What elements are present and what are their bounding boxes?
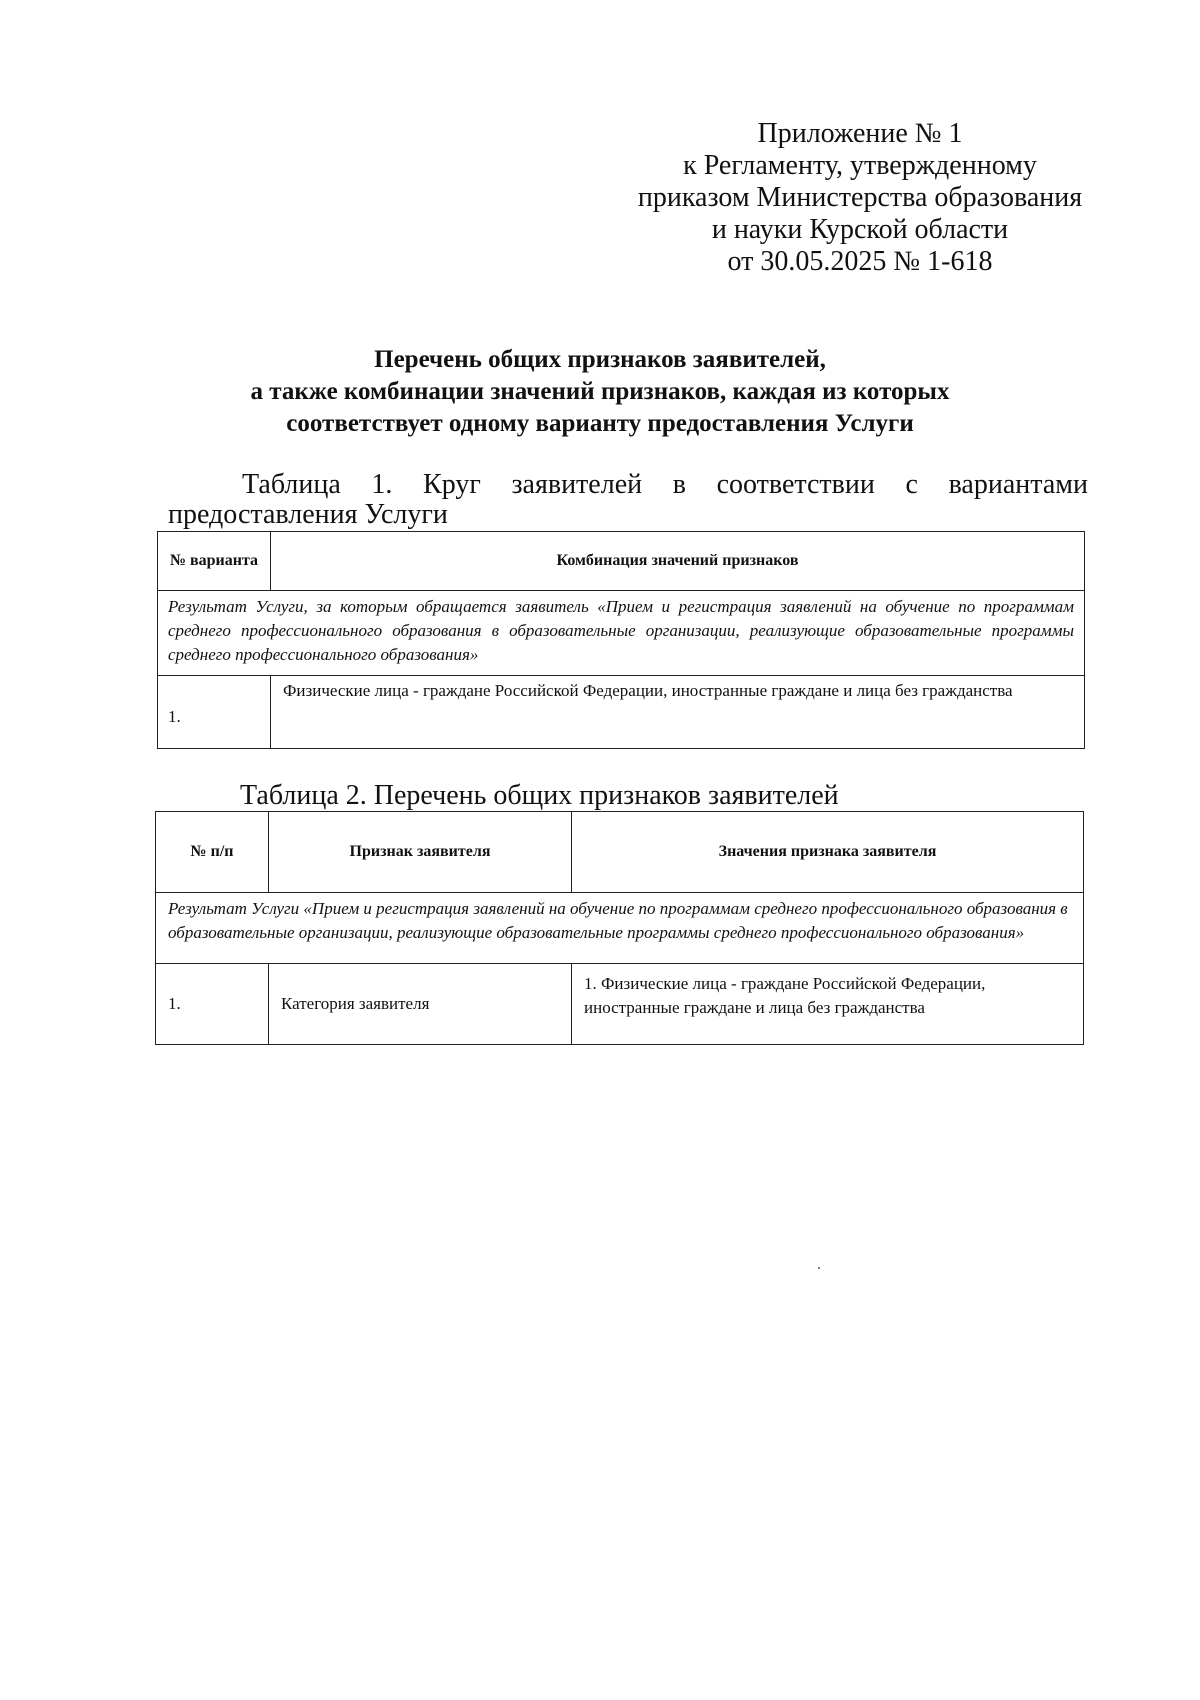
table-header-row — [156, 812, 1084, 893]
row-value: Физические лица - граждане Российской Федерации, иностранные граждане и лица без гражданства — [271, 676, 1085, 749]
table1-caption-line1 — [168, 470, 1088, 500]
appendix-line: от 30.05.2025 № 1-618 — [727, 246, 993, 277]
caption-word: Таблица — [242, 469, 341, 500]
appendix-line: приказом Министерства образования — [637, 182, 1083, 213]
service-result-cell: Результат Услуги «Прием и регистрация заявлений на обучение по программам среднего профессионального образования в образовательные организации, реализующие образовательные программы среднего профессионального образования» — [156, 893, 1084, 964]
scan-speck — [818, 1267, 820, 1269]
row-number: 1. — [156, 964, 269, 1045]
service-result-cell: Результат Услуги, за которым обращается заявитель «Прием и регистрация заявлений на обучение по программам среднего профессионального образования в образовательные организации, реализующие образовательные программы среднего профессионального образования» — [158, 591, 1085, 676]
header-number: № п/п — [156, 812, 269, 893]
header-combination: Комбинация значений признаков — [271, 532, 1085, 591]
caption-word: 1. — [371, 469, 393, 500]
appendix-line: Приложение № 1 — [757, 118, 963, 149]
table-group-row — [158, 591, 1085, 676]
caption-word: соответствии — [716, 469, 875, 500]
appendix-line: к Регламенту, утвержденному — [683, 150, 1037, 181]
header-attribute: Признак заявителя — [269, 812, 572, 893]
row-attribute: Категория заявителя — [269, 964, 572, 1045]
table1-caption — [168, 470, 1088, 530]
document-title — [160, 344, 1040, 440]
caption-word: заявителей — [511, 469, 643, 500]
title-line: Перечень общих признаков заявителей, — [374, 346, 826, 373]
table2-caption: Таблица 2. Перечень общих признаков заявителей — [240, 780, 839, 811]
header-variant-number: № варианта — [158, 532, 271, 591]
caption-word: вариантами — [948, 469, 1088, 500]
table-group-row — [156, 893, 1084, 964]
header-attribute-values: Значения признака заявителя — [572, 812, 1084, 893]
table-row — [156, 964, 1084, 1045]
row-value: 1. Физические лица - граждане Российской Федерации, иностранные граждане и лица без гражданства — [572, 964, 1084, 1045]
caption-word: с — [905, 469, 918, 500]
table1 — [157, 531, 1085, 749]
row-number: 1. — [158, 676, 271, 749]
caption-word: Круг — [423, 469, 481, 500]
table-row — [158, 676, 1085, 749]
table1-caption-line2: предоставления Услуги — [168, 499, 448, 530]
table2 — [155, 811, 1084, 1045]
caption-word: в — [672, 469, 686, 500]
appendix-header — [560, 118, 1160, 278]
title-line: а также комбинации значений признаков, каждая из которых — [250, 378, 950, 405]
title-line: соответствует одному варианту предоставления Услуги — [286, 410, 914, 437]
table-header-row — [158, 532, 1085, 591]
appendix-line: и науки Курской области — [711, 214, 1009, 245]
